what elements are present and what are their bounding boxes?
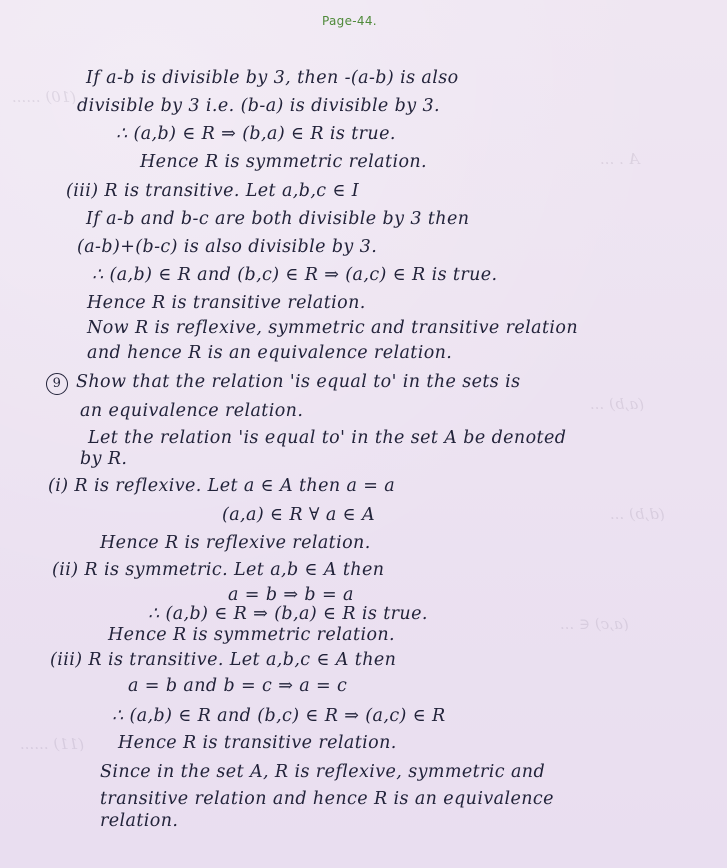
text-line-27: Since in the set A, R is reflexive, symmetric and [100,762,546,782]
show-through-3: (a,b) ... [590,395,645,413]
question-text: Show that the relation 'is equal to' in the sets is [76,372,521,392]
text-line-24: a = b and b = c ⇒ a = c [128,676,348,696]
show-through-5: (a,c) ∈ ... [560,615,629,633]
show-through-4: (d,b) ... [610,505,665,523]
text-line-3: ∴ (a,b) ∈ R ⇒ (b,a) ∈ R is true. [116,124,396,144]
text-line-1: If a-b is divisible by 3, then -(a-b) is also [86,68,459,88]
text-line-10: Now R is reflexive, symmetric and transitive relation [87,318,578,338]
text-line-6: If a-b and b-c are both divisible by 3 then [86,209,470,229]
text-line-23: (iii) R is transitive. Let a,b,c ∈ A then [50,650,397,670]
show-through-2: A . ... [600,150,640,168]
show-through-6: (11) ...... [20,735,85,753]
text-line-9: Hence R is transitive relation. [87,293,366,313]
text-line-29: relation. [100,811,179,831]
text-line-14: Let the relation 'is equal to' in the set A be denoted [88,428,567,448]
text-line-20: a = b ⇒ b = a [228,585,354,605]
text-line-2: divisible by 3 i.e. (b-a) is divisible by 3. [77,96,441,116]
text-line-13: an equivalence relation. [80,401,304,421]
text-line-19: (ii) R is symmetric. Let a,b ∈ A then [52,560,385,580]
text-line-28: transitive relation and hence R is an equivalence [100,789,554,809]
text-line-25: ∴ (a,b) ∈ R and (b,c) ∈ R ⇒ (a,c) ∈ R [112,706,446,726]
text-line-22: Hence R is symmetric relation. [108,625,396,645]
question-9-line-1 [46,372,521,395]
text-line-21: ∴ (a,b) ∈ R ⇒ (b,a) ∈ R is true. [148,604,428,624]
text-line-26: Hence R is transitive relation. [118,733,397,753]
text-line-16: (i) R is reflexive. Let a ∈ A then a = a [48,476,396,496]
question-number-circle: 9 [46,373,68,395]
show-through-1: (10) ...... [12,88,77,106]
text-line-4: Hence R is symmetric relation. [140,152,428,172]
text-line-18: Hence R is reflexive relation. [100,533,371,553]
text-line-15: by R. [80,449,128,469]
page-label: Page-44. [322,14,377,28]
text-line-8: ∴ (a,b) ∈ R and (b,c) ∈ R ⇒ (a,c) ∈ R is true. [92,265,498,285]
text-line-7: (a-b)+(b-c) is also divisible by 3. [77,237,378,257]
text-line-11: and hence R is an equivalence relation. [87,343,453,363]
text-line-17: (a,a) ∈ R ∀ a ∈ A [222,505,375,525]
text-line-5: (iii) R is transitive. Let a,b,c ∈ I [66,181,360,201]
